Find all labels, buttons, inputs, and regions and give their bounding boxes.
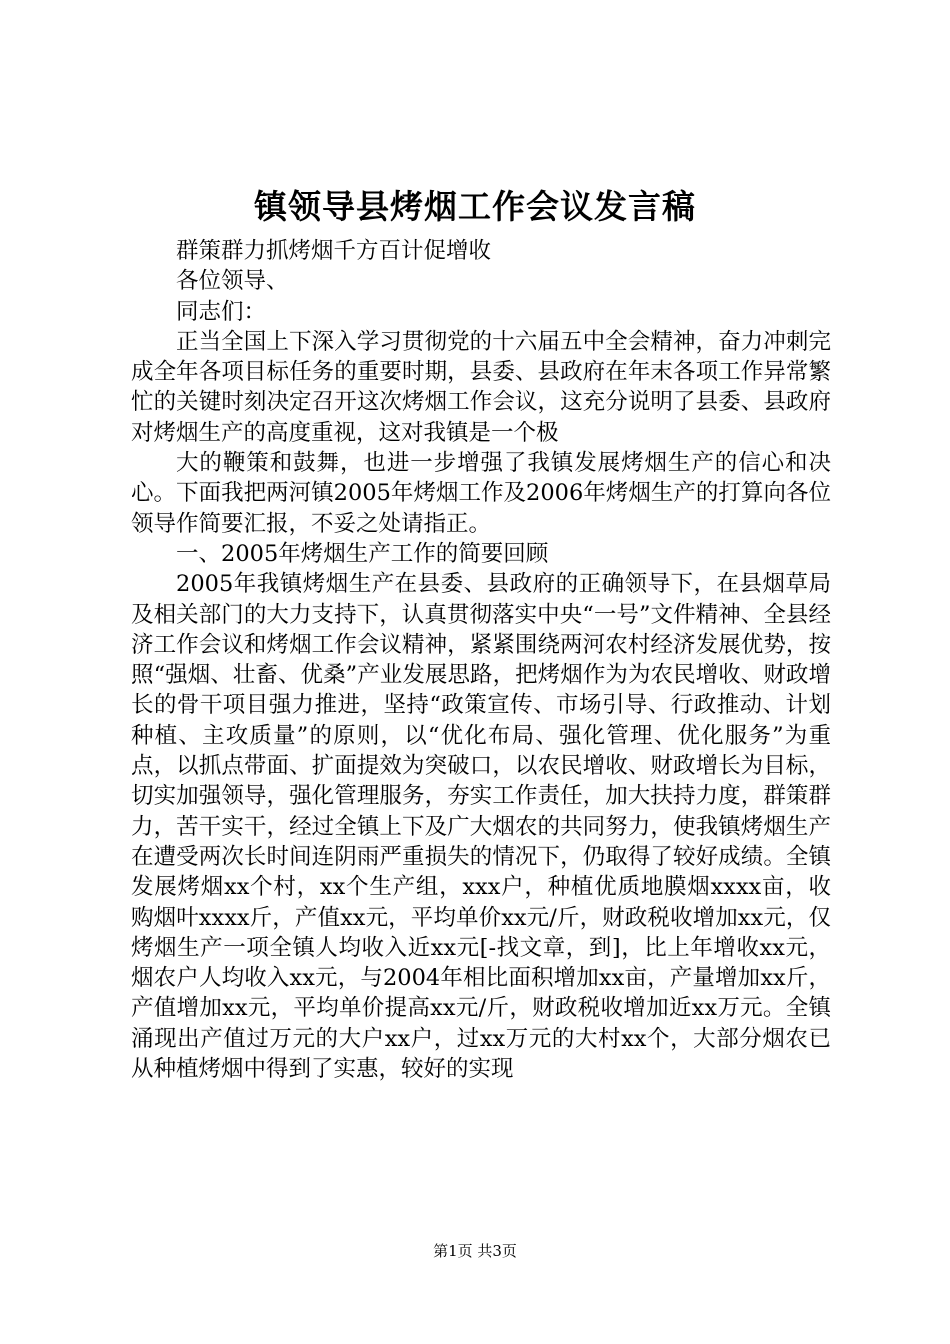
page-footer: 第1页 共3页 xyxy=(433,1242,517,1260)
salutation-line: 各位领导、 xyxy=(176,268,289,295)
body-paragraph: 2005年我镇烤烟生产在县委、县政府的正确领导下，在县烟草局及相关部门的大力支持下，认真贯彻落实中央“一号”文件精神、全县经济工作会议和烤烟工作会议精神，紧紧围绕两河农村经济发展优势，按照“强烟、壮畜、优桑”产业发展思路，把烤烟作为为农民增收、财政增长的骨干项目强力推进，坚持“政策宣传、市场引导、行政推动、计划种植、主攻质量”的原则，以“优化布局、强化管理、优化服务”为重点，以抓点带面、扩面提效为突破口，以农民增收、财政增长为目标，切实加强领导，强化管理服务，夯实工作责任，加大扶持力度，群策群力，苦干实干，经过全镇上下及广大烟农的共同努力，使我镇烤烟生产在遭受两次长时间连阴雨严重损失的情况下，仍取得了较好成绩。全镇发展烤烟xx个村，xx个生产组，xxx户，种植优质地膜烟xxxx亩，收购烟叶xxxx斤，产值xx元，平均单价xx元/斤，财政税收增加xx元，仅烤烟生产一项全镇人均收入近xx元[-找文章，到]，比上年增收xx元，烟农户人均收入xx元，与2004年相比面积增加xx亩，产量增加xx斤，产值增加xx元，平均单价提高xx元/斤，财政税收增加近xx万元。全镇涌现出产值过万元的大户xx户，过xx万元的大村xx个，大部分烟农已从种植烤烟中得到了实惠，较好的实现 xyxy=(131,571,831,1083)
section-heading: 一、2005年烤烟生产工作的简要回顾 xyxy=(176,540,549,567)
document-title: 镇领导县烤烟工作会议发言稿 xyxy=(254,187,696,226)
document-body xyxy=(131,236,831,1084)
salutation-line: 同志们： xyxy=(176,298,267,325)
subtitle-paragraph: 群策群力抓烤烟千方百计促增收 xyxy=(176,238,492,264)
body-paragraph: 正当全国上下深入学习贯彻党的十六届五中全会精神，奋力冲刺完成全年各项目标任务的重要时期，县委、县政府在年末各项工作异常繁忙的关键时刻决定召开这次烤烟工作会议，这充分说明了县委、县政府对烤烟生产的高度重视，这对我镇是一个极 xyxy=(131,328,831,446)
body-paragraph: 大的鞭策和鼓舞，也进一步增强了我镇发展烤烟生产的信心和决心。下面我把两河镇2005年烤烟工作及2006年烤烟生产的打算向各位领导作简要汇报，不妥之处请指正。 xyxy=(131,450,831,537)
